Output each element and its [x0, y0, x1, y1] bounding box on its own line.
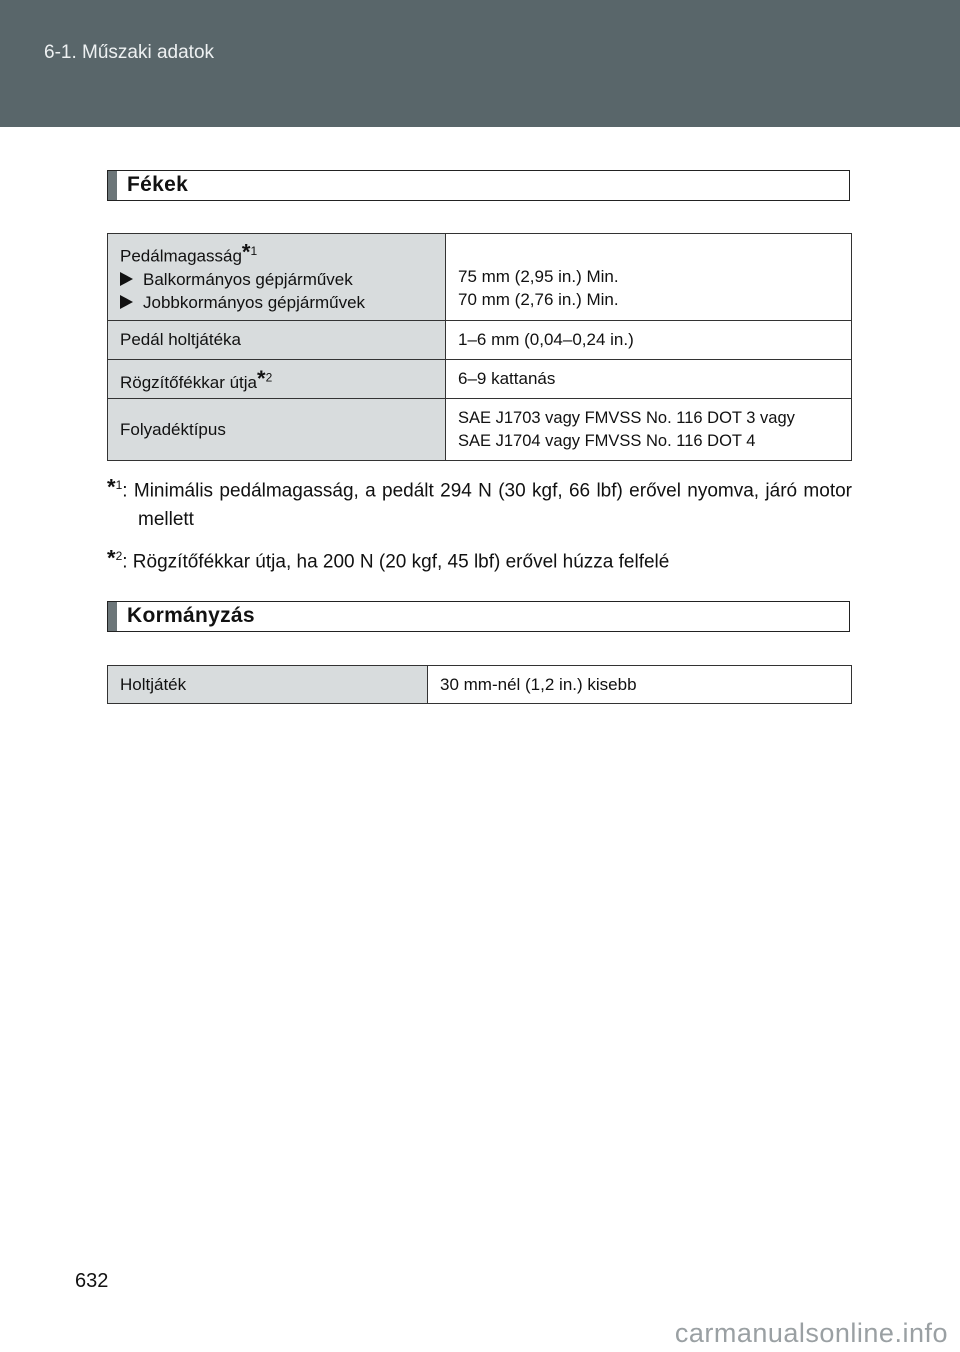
lhd-label: Balkormányos gépjárművek: [143, 269, 353, 289]
section-accent: [108, 602, 117, 631]
footnote-star: *: [107, 474, 116, 500]
table-row: [108, 666, 852, 704]
footnote-1: [107, 471, 852, 534]
fluid-type-value-line2: SAE J1704 vagy FMVSS No. 116 DOT 4: [458, 431, 756, 450]
page-header: [0, 0, 960, 127]
table-row: [108, 234, 852, 321]
brakes-table: [107, 233, 852, 461]
section-title-steering: Kormányzás: [127, 604, 255, 627]
triangle-bullet-icon: [120, 272, 133, 286]
chapter-title: 6-1. Műszaki adatok: [44, 42, 215, 63]
pedal-height-label-cell: [108, 234, 446, 321]
fluid-type-value-cell: [446, 399, 852, 461]
parking-brake-value: 6–9 kattanás: [446, 360, 852, 399]
free-play-label: Holtjáték: [108, 666, 428, 704]
footnote-ref: 2: [265, 369, 273, 384]
section-heading-steering: [107, 601, 850, 632]
footnote-star: *: [107, 545, 116, 571]
rhd-value: 70 mm (2,76 in.) Min.: [458, 290, 619, 309]
footnote-2: [107, 542, 852, 576]
pedal-play-label: Pedál holtjátéka: [108, 321, 446, 360]
rhd-label: Jobbkormányos gépjárművek: [143, 292, 366, 312]
pedal-height-label: Pedálmagasság: [120, 246, 242, 266]
parking-brake-label: Rögzítőfékkar útja: [120, 372, 258, 392]
steering-table: [107, 665, 852, 704]
parking-brake-label-cell: [108, 360, 446, 399]
footnote-text: : Minimális pedálmagasság, a pedált 294 N (30 kgf, 66 lbf) erővel nyomva, járó motor mellett: [122, 480, 852, 531]
watermark: carmanualsonline.info: [674, 1318, 948, 1348]
pedal-play-value: 1–6 mm (0,04–0,24 in.): [446, 321, 852, 360]
table-row: [108, 399, 852, 461]
section-title-brakes: Fékek: [127, 173, 189, 196]
pedal-height-value-cell: [446, 234, 852, 321]
free-play-value: 30 mm-nél (1,2 in.) kisebb: [428, 666, 852, 704]
fluid-type-value-line1: SAE J1703 vagy FMVSS No. 116 DOT 3 vagy: [458, 408, 795, 427]
section-accent: [108, 171, 117, 200]
lhd-value: 75 mm (2,95 in.) Min.: [458, 267, 619, 286]
section-heading-brakes: [107, 170, 850, 201]
footnote-star: *: [241, 239, 251, 265]
triangle-bullet-icon: [120, 295, 133, 309]
table-row: [108, 360, 852, 399]
footnote-text: : Rögzítőfékkar útja, ha 200 N (20 kgf, 45 lbf) erővel húzza felfelé: [122, 551, 670, 573]
footnote-number: 2: [115, 549, 123, 563]
table-row: [108, 321, 852, 360]
fluid-type-label: Folyadéktípus: [108, 399, 446, 461]
footnote-star: *: [257, 365, 266, 391]
page-number: 632: [75, 1270, 109, 1292]
footnote-number: 1: [115, 478, 123, 492]
footnote-ref: 1: [250, 244, 258, 259]
